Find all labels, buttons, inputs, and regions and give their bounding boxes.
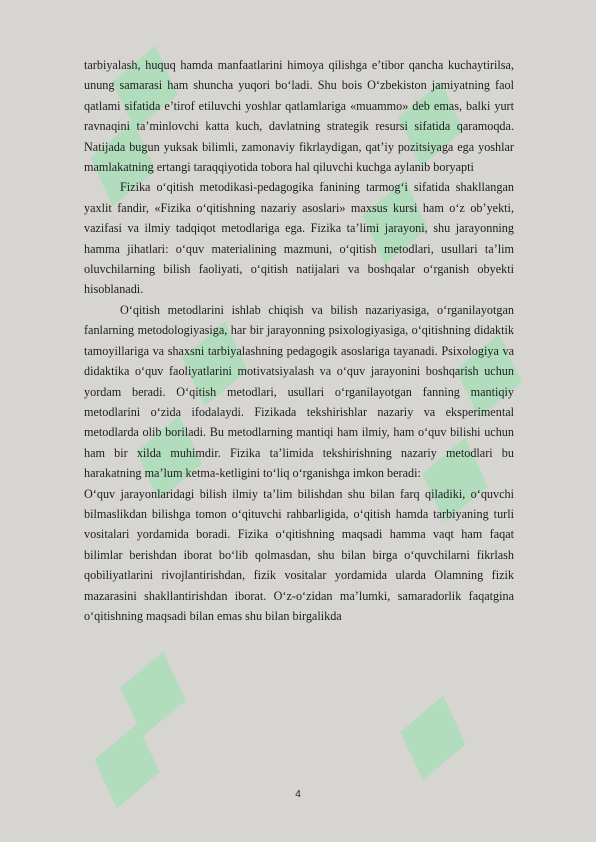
page-number: 4 bbox=[295, 789, 301, 800]
paragraph-3: O‘qitish metodlarini ishlab chiqish va bilish nazariyasiga, o‘rganilayotgan fanlarning metodologiyasiga, har bir jarayonning psixologiyasiga, o‘qitishning didaktik tamoyillariga va shaxsni tarbiyalashning pedagogik asoslariga tayanadi. Psixologiya va didaktika o‘quv faoliyatlarini motivatsiyalash va o‘quv jarayonini boshqarish uchun yordam beradi. O‘qitish metodlari, usullari o‘rganilayotgan fanning mantiqiy metodlarini o‘zida ifodalaydi. Fizikada tekshirishlar nazariy va eksperimental metodlarda olib boriladi. Bu metodlarning mantiqi ham ilmiy, ham o‘quv bilishi uchun ham bir xilda muhimdir. Fizika ta’limida tekshirishning nazariy metodlari bu harakatning ma’lum ketma-ketligini to‘liq o‘rganishga imkon beradi: bbox=[84, 302, 514, 481]
paragraph-2: Fizika o‘qitish metodikasi-pedagogika fanining tarmog‘i sifatida shakllangan yaxlit fandir, «Fizika o‘qitishning nazariy asoslari» maxsus kursi ham o‘z ob’yekti, vazifasi va ilmiy tadqiqot metodlariga ega. Fizika ta’limi jarayoni, shu jarayonning hamma jihatlari: o‘quv materialining mazmuni, o‘qitish metodlari, usullari ta’lim oluvchilarning bilish faoliyati, o‘qitish natijalari va boshqalar o‘rganish obyekti hisoblanadi. bbox=[84, 180, 514, 297]
paragraph-4: O‘quv jarayonlaridagi bilish ilmiy ta’lim bilishdan shu bilan farq qiladiki, o‘quvchi bilmaslikdan bilishga tomon o‘qituvchi rahbarligida, o‘qitish hamda tarbiyaning turli vositalari yordamida boradi. Fizika o‘qitishning maqsadi hamma vaqt ham faqat bilimlar berishdan iborat bo‘lib qolmasdan, shu bilan birga o‘quvchilarni fikrlash qobiliyatlarini rivojlantirishdan, fizik vositalar yordamida ularda Olamning fizik mazarasini shakllantirishdan iborat. O‘z-o‘zidan ma’lumki, samaradorlik faqatgina o‘qitishning maqsadi bilan emas shu bilan birgalikda bbox=[84, 486, 514, 623]
body-text bbox=[84, 55, 514, 626]
watermark-shape bbox=[109, 652, 196, 737]
paragraph-1: tarbiyalash, huquq hamda manfaatlarini himoya qilishga e’tibor qancha kuchaytirilsa, unung samarasi ham shuncha yuqori bo‘ladi. Shu bois O‘zbekiston jamiyatning faol qatlami sifatida e’tirof etiluvchi yoshlar qatlamlariga «muammo» deb emas, balki yurt ravnaqini ta’minlovchi katta kuch, davlatning strategik resursi sifatida qaramoqda. Natijada bugun yuksak bilimli, zamonaviy fikrlaydigan, qat’iy pozitsiyaga ega yoshlar mamlakatning ertangi taraqqiyotida tobora hal qiluvchi kuchga aylanib boryapti bbox=[84, 58, 514, 175]
watermark-shape bbox=[389, 696, 476, 781]
